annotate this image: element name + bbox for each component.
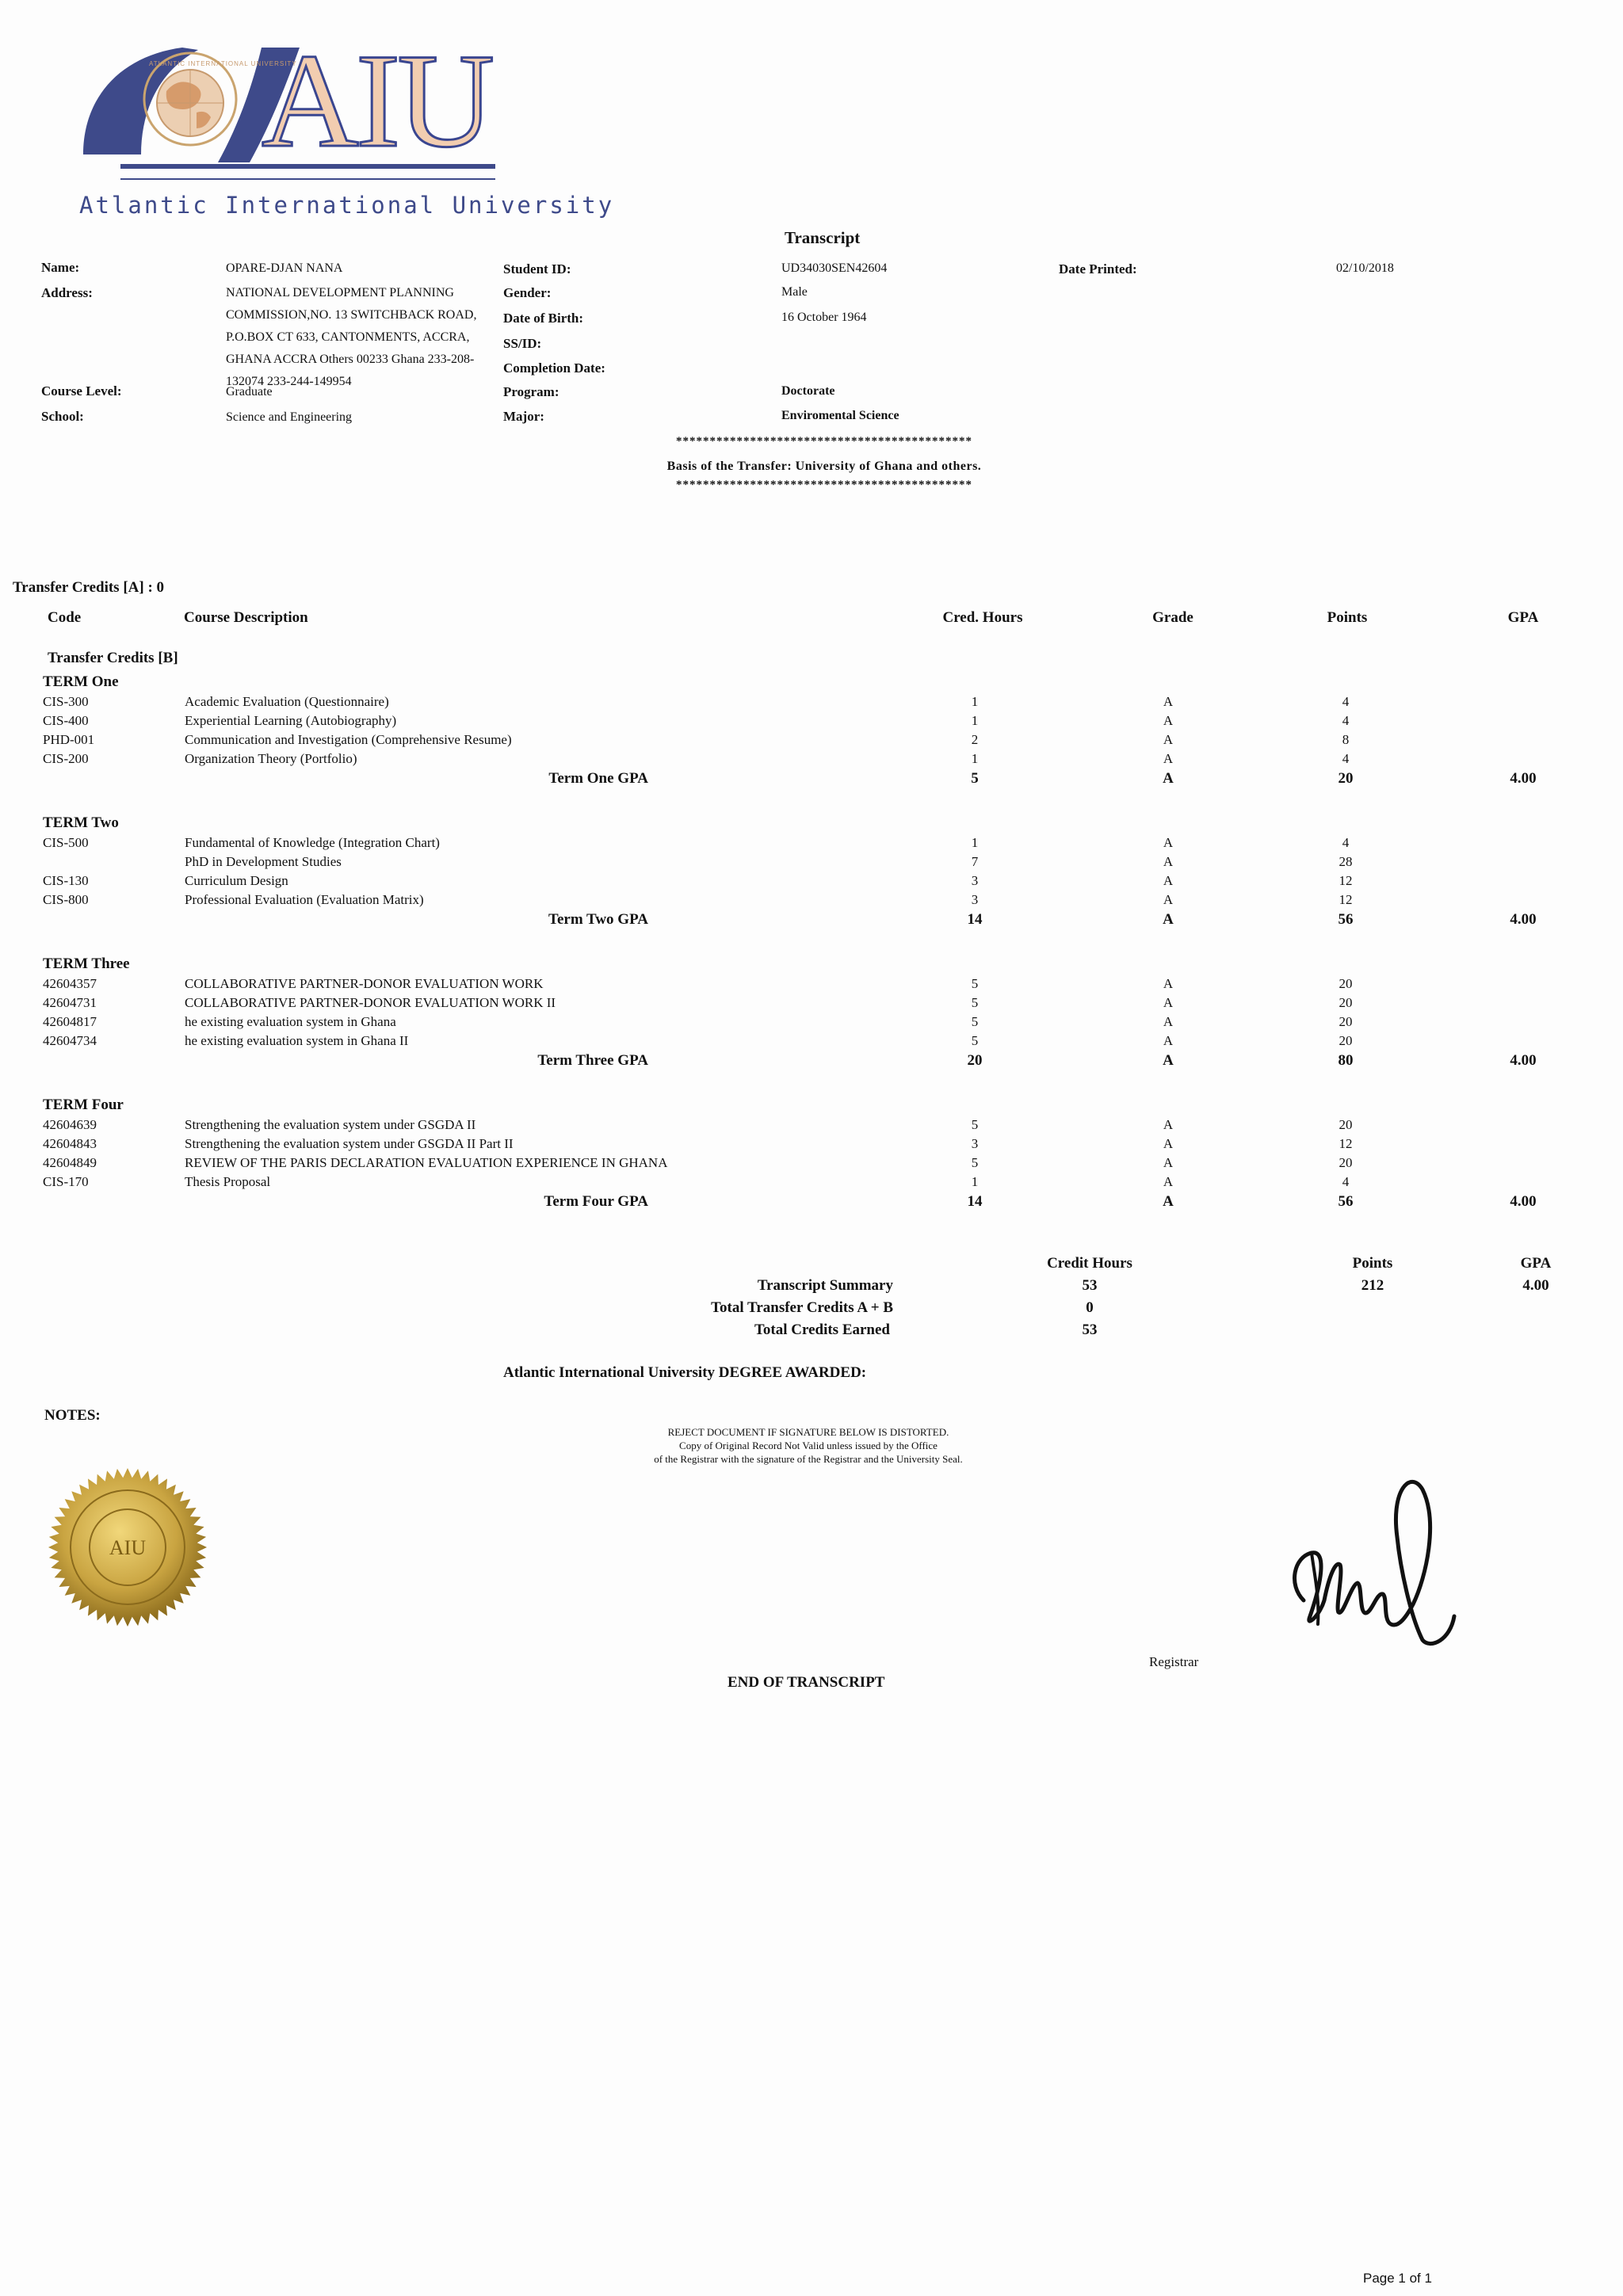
page-title: Transcript — [785, 228, 861, 247]
student-address: NATIONAL DEVELOPMENT PLANNING COMMISSION,NO. 13 SWITCHBACK ROAD, P.O.BOX CT 633, CANTONMENTS, ACCRA, GHANA ACCRA Others 00233 Ghana 233-208-132074 233-244-149954 — [226, 286, 477, 388]
course-points: 12 — [1338, 873, 1353, 888]
course-code: CIS-170 — [43, 1174, 89, 1189]
term-title: TERM Three — [43, 955, 130, 972]
course-desc: he existing evaluation system in Ghana — [185, 1014, 396, 1029]
course-hours: 3 — [971, 873, 979, 888]
course-points: 28 — [1338, 854, 1353, 869]
term-gpa: 4.00 — [1510, 1193, 1537, 1210]
course-desc: Academic Evaluation (Questionnaire) — [185, 694, 389, 709]
ssid-label: SS/ID: — [503, 336, 542, 351]
summary-header-hours: Credit Hours — [1047, 1255, 1132, 1272]
stars-top: ******************************************** — [676, 435, 972, 448]
course-grade: A — [1163, 1117, 1174, 1132]
term-total-hours: 14 — [967, 911, 983, 928]
reject-line-3: of the Registrar with the signature of the Registrar and the University Seal. — [654, 1453, 963, 1465]
course-grade: A — [1163, 1174, 1174, 1189]
summary-row2-label: Total Transfer Credits A + B — [711, 1299, 893, 1316]
course-code: CIS-400 — [43, 713, 89, 728]
course-desc: Strengthening the evaluation system under GSGDA II Part II — [185, 1136, 514, 1151]
term-title: TERM One — [43, 673, 119, 690]
dob-label: Date of Birth: — [503, 311, 584, 326]
course-level: Graduate — [226, 385, 273, 399]
name-label: Name: — [41, 260, 80, 275]
student-id: UD34030SEN42604 — [781, 261, 888, 275]
program-label: Program: — [503, 384, 559, 399]
address-label: Address: — [41, 285, 93, 300]
summary-row1-points: 212 — [1361, 1277, 1384, 1294]
university-logo — [48, 24, 615, 219]
course-grade: A — [1163, 854, 1174, 869]
course-points: 4 — [1342, 713, 1350, 728]
header-desc: Course Description — [184, 609, 308, 626]
page-number: Page 1 of 1 — [1363, 2271, 1432, 2286]
course-hours: 3 — [971, 1136, 979, 1151]
course-code: 42604734 — [43, 1033, 97, 1048]
major: Enviromental Science — [781, 409, 899, 422]
course-hours: 5 — [971, 1033, 979, 1048]
course-code: CIS-800 — [43, 892, 89, 907]
course-points: 4 — [1342, 1174, 1350, 1189]
course-level-label: Course Level: — [41, 383, 122, 399]
course-desc: COLLABORATIVE PARTNER-DONOR EVALUATION WORK II — [185, 995, 556, 1010]
term-gpa-label: Term Two GPA — [548, 911, 648, 928]
course-desc: Organization Theory (Portfolio) — [185, 751, 357, 766]
registrar-label: Registrar — [1149, 1654, 1199, 1669]
course-points: 20 — [1338, 1155, 1353, 1170]
logo-name: Atlantic International University — [79, 192, 615, 219]
course-hours: 5 — [971, 976, 979, 991]
course-grade: A — [1163, 873, 1174, 888]
term-total-hours: 5 — [971, 770, 979, 787]
gender-label: Gender: — [503, 285, 552, 300]
course-desc: Strengthening the evaluation system under GSGDA II — [185, 1117, 476, 1132]
course-desc: Professional Evaluation (Evaluation Matrix) — [185, 892, 424, 907]
registrar-signature — [1272, 1466, 1462, 1652]
course-hours: 1 — [971, 751, 979, 766]
degree-awarded: Atlantic International University DEGREE AWARDED: — [503, 1364, 867, 1381]
course-code: 42604849 — [43, 1155, 97, 1170]
course-points: 4 — [1342, 835, 1350, 850]
course-code: CIS-130 — [43, 873, 89, 888]
term-total-points: 80 — [1338, 1052, 1354, 1069]
course-hours: 1 — [971, 835, 979, 850]
course-grade: A — [1163, 976, 1174, 991]
course-grade: A — [1163, 1033, 1174, 1048]
course-grade: A — [1163, 694, 1174, 709]
term-gpa: 4.00 — [1510, 1052, 1537, 1069]
course-points: 12 — [1338, 892, 1353, 907]
term-title: TERM Four — [43, 1097, 124, 1113]
term-total-points: 20 — [1338, 770, 1354, 787]
course-grade: A — [1163, 995, 1174, 1010]
signature-graphic — [1272, 1466, 1462, 1652]
course-hours: 1 — [971, 1174, 979, 1189]
course-desc: Curriculum Design — [185, 873, 288, 888]
course-desc: Thesis Proposal — [185, 1174, 271, 1189]
end-of-transcript: END OF TRANSCRIPT — [727, 1674, 885, 1691]
course-grade: A — [1163, 1136, 1174, 1151]
course-hours: 2 — [971, 732, 979, 747]
course-points: 4 — [1342, 694, 1350, 709]
student-name: OPARE-DJAN NANA — [226, 261, 343, 275]
course-points: 8 — [1342, 732, 1350, 747]
header-code: Code — [48, 609, 82, 626]
course-code: 42604731 — [43, 995, 97, 1010]
term-gpa: 4.00 — [1510, 911, 1537, 928]
transfer-credits-b: Transfer Credits [B] — [48, 650, 178, 666]
printed-label: Date Printed: — [1059, 261, 1137, 277]
completion-label: Completion Date: — [503, 360, 605, 376]
header-grade: Grade — [1152, 609, 1193, 626]
term-gpa-label: Term Three GPA — [537, 1052, 648, 1069]
seal-graphic — [44, 1464, 211, 1630]
course-hours: 1 — [971, 694, 979, 709]
course-grade: A — [1163, 751, 1174, 766]
seal-text: AIU — [109, 1536, 147, 1559]
term-total-grade: A — [1163, 1052, 1174, 1069]
summary-header-gpa: GPA — [1520, 1255, 1552, 1272]
course-code: 42604817 — [43, 1014, 97, 1029]
course-code: CIS-500 — [43, 835, 89, 850]
course-grade: A — [1163, 732, 1174, 747]
course-grade: A — [1163, 713, 1174, 728]
transfer-credits-a: Transfer Credits [A] : 0 — [13, 579, 165, 596]
course-hours: 5 — [971, 1117, 979, 1132]
summary-row3-hours: 53 — [1082, 1322, 1098, 1338]
reject-line-2: Copy of Original Record Not Valid unless issued by the Office — [679, 1440, 938, 1451]
reject-line-1: REJECT DOCUMENT IF SIGNATURE BELOW IS DISTORTED. — [667, 1426, 949, 1438]
header-points: Points — [1327, 609, 1368, 626]
university-seal — [44, 1464, 211, 1630]
course-hours: 5 — [971, 1155, 979, 1170]
stars-bottom: ******************************************** — [676, 479, 972, 491]
program: Doctorate — [781, 384, 835, 398]
summary-row1-gpa: 4.00 — [1522, 1277, 1549, 1294]
school: Science and Engineering — [226, 410, 353, 424]
term-total-grade: A — [1163, 911, 1174, 928]
printed-date: 02/10/2018 — [1336, 261, 1394, 275]
course-code: CIS-300 — [43, 694, 89, 709]
term-total-grade: A — [1163, 1193, 1174, 1210]
course-desc: REVIEW OF THE PARIS DECLARATION EVALUATION EXPERIENCE IN GHANA — [185, 1155, 668, 1170]
course-points: 20 — [1338, 1117, 1353, 1132]
term-gpa-label: Term Four GPA — [544, 1193, 648, 1210]
term-total-grade: A — [1163, 770, 1174, 787]
logo-letters: AIU — [262, 26, 492, 175]
course-hours: 7 — [971, 854, 979, 869]
summary-header-points: Points — [1352, 1255, 1393, 1272]
course-grade: A — [1163, 892, 1174, 907]
summary-row1-hours: 53 — [1082, 1277, 1098, 1294]
summary-row2-hours: 0 — [1086, 1299, 1094, 1316]
course-hours: 5 — [971, 995, 979, 1010]
summary-row1-label: Transcript Summary — [757, 1277, 893, 1294]
term-total-hours: 14 — [967, 1193, 983, 1210]
course-desc: PhD in Development Studies — [185, 854, 342, 869]
course-hours: 3 — [971, 892, 979, 907]
course-grade: A — [1163, 1155, 1174, 1170]
course-grade: A — [1163, 1014, 1174, 1029]
course-desc: Fundamental of Knowledge (Integration Chart) — [185, 835, 440, 850]
student-id-label: Student ID: — [503, 261, 571, 277]
school-label: School: — [41, 409, 84, 424]
course-desc: Communication and Investigation (Comprehensive Resume) — [185, 732, 512, 747]
gender: Male — [781, 285, 808, 299]
course-points: 20 — [1338, 1033, 1353, 1048]
notes-label: NOTES: — [44, 1407, 101, 1424]
term-total-points: 56 — [1338, 1193, 1354, 1210]
header-gpa: GPA — [1507, 609, 1539, 626]
course-desc: Experiential Learning (Autobiography) — [185, 713, 397, 728]
term-gpa-label: Term One GPA — [548, 770, 648, 787]
course-points: 20 — [1338, 976, 1353, 991]
term-gpa: 4.00 — [1510, 770, 1537, 787]
course-code: 42604639 — [43, 1117, 97, 1132]
course-grade: A — [1163, 835, 1174, 850]
logo-ring-text: ATLANTIC INTERNATIONAL UNIVERSITY — [149, 60, 297, 67]
dob: 16 October 1964 — [781, 311, 867, 324]
course-code: 42604357 — [43, 976, 97, 991]
course-points: 20 — [1338, 995, 1353, 1010]
course-points: 4 — [1342, 751, 1350, 766]
header-hours: Cred. Hours — [942, 609, 1023, 626]
course-desc: COLLABORATIVE PARTNER-DONOR EVALUATION WORK — [185, 976, 544, 991]
summary-row3-label: Total Credits Earned — [754, 1322, 890, 1338]
basis-text: Basis of the Transfer: University of Ghana and others. — [666, 460, 982, 473]
term-title: TERM Two — [43, 814, 119, 831]
term-total-hours: 20 — [967, 1052, 983, 1069]
course-code: PHD-001 — [43, 732, 95, 747]
course-points: 20 — [1338, 1014, 1353, 1029]
term-total-points: 56 — [1338, 911, 1354, 928]
course-points: 12 — [1338, 1136, 1353, 1151]
course-desc: he existing evaluation system in Ghana II — [185, 1033, 409, 1048]
course-hours: 5 — [971, 1014, 979, 1029]
course-code: 42604843 — [43, 1136, 97, 1151]
major-label: Major: — [503, 409, 544, 424]
course-hours: 1 — [971, 713, 979, 728]
course-code: CIS-200 — [43, 751, 89, 766]
